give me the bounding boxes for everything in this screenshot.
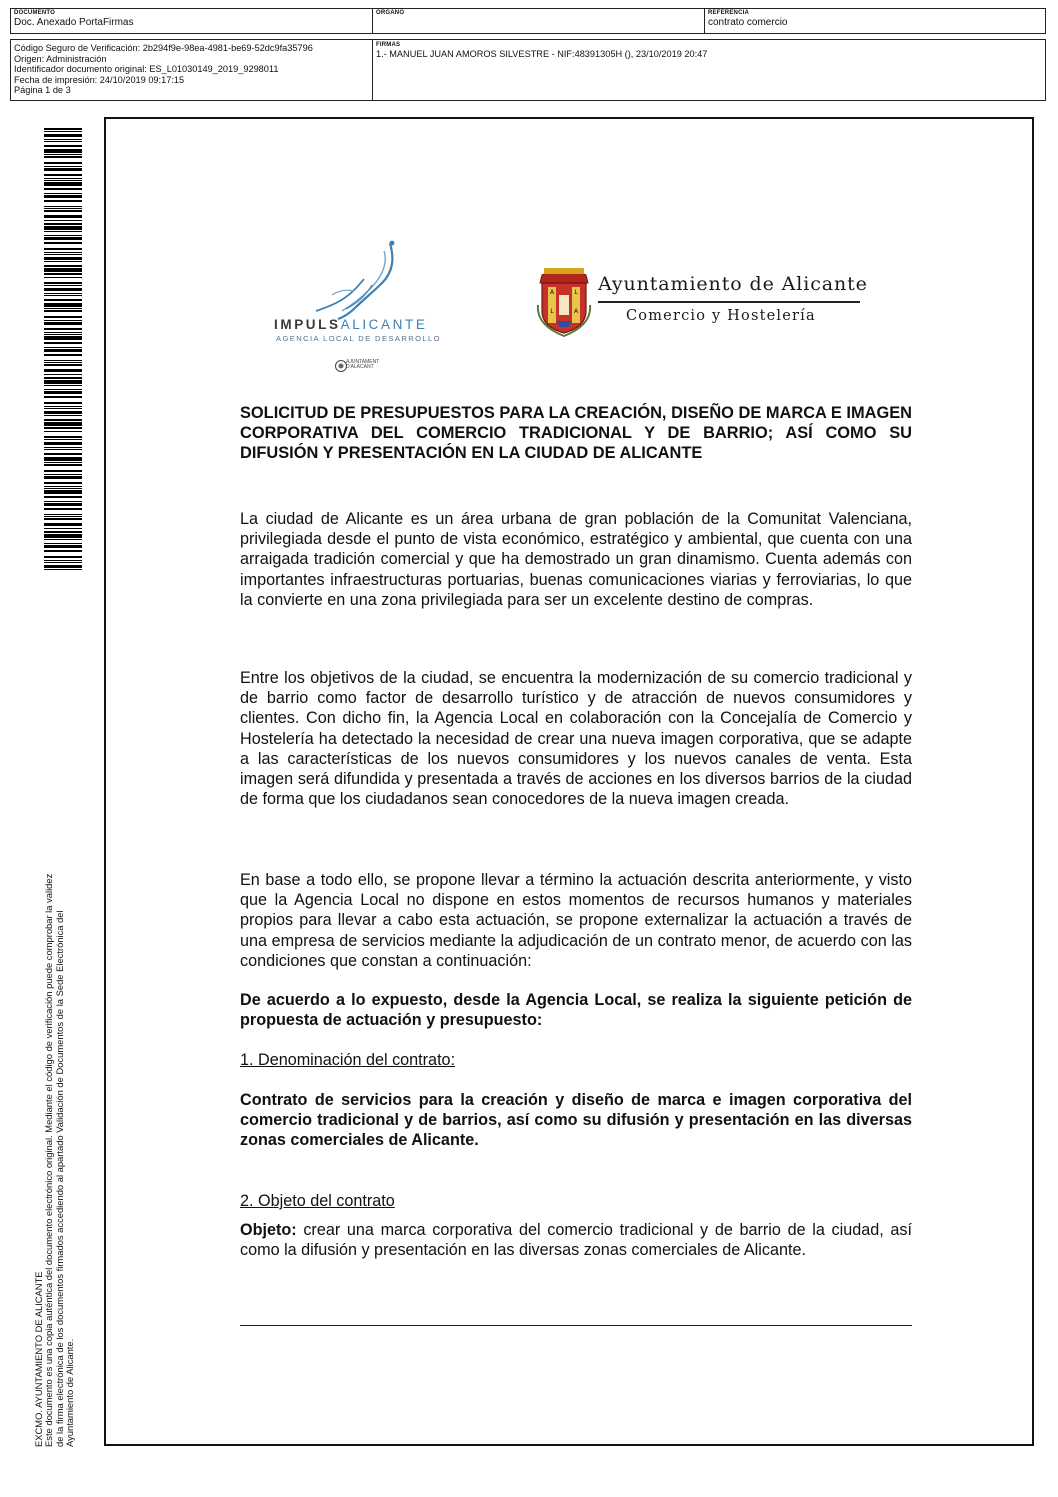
barcode-bar <box>44 257 82 260</box>
barcode-bar <box>44 139 82 140</box>
documento-value: Doc. Anexado PortaFirmas <box>14 17 134 28</box>
barcode-bar <box>44 162 82 164</box>
section-heading-denominacion: 1. Denominación del contrato: <box>240 1051 456 1069</box>
barcode-bar <box>44 310 82 312</box>
barcode-bar <box>44 391 82 394</box>
barcode-bar <box>44 226 82 230</box>
barcode-bar <box>44 336 82 340</box>
footer-rule <box>240 1325 912 1326</box>
alicante-coat-of-arms-icon <box>534 265 594 337</box>
barcode-bar <box>44 496 82 498</box>
barcode-bar <box>44 342 82 344</box>
barcode-bar <box>44 508 82 510</box>
section-heading-objeto: 2. Objeto del contrato <box>240 1192 395 1210</box>
barcode-bar <box>44 174 82 176</box>
barcode-bar <box>44 490 82 494</box>
barcode-bar <box>44 334 82 335</box>
paragraph-intro: La ciudad de Alicante es un área urbana de gran población de la Comunitat Valenciana, privilegiada desde el punto de vista económico, estratégico y ambiental, que cuenta con una arraigada tradición comercial y que ha demostrado un gran dinamismo. Cuenta además con importantes infraestructuras portuarias, buenas comunicaciones viarias y ferroviarias, lo que la convierte en una zona privilegiada para ser un excelente destino de compras. <box>240 510 912 609</box>
barcode-bar <box>44 242 82 244</box>
barcode-bar <box>44 427 82 429</box>
barcode-bar <box>44 402 82 404</box>
barcode-bar <box>44 447 82 448</box>
csv-line[interactable]: Código Seguro de Verificación: 2b294f9e-98ea-4981-be69-52dc9fa35796 <box>14 43 313 53</box>
barcode-bar <box>44 168 82 171</box>
side-line-2: de la firma electrónica de los documentos firmados accediendo al apartado Validación de Documentos de la Sede Electrónica del <box>53 910 65 1447</box>
barcode-bar <box>44 462 82 463</box>
side-line-3: Ayuntamiento de Alicante. <box>64 1338 76 1447</box>
barcode-bar <box>44 436 82 438</box>
barcode-bar <box>44 248 82 250</box>
barcode-bar <box>44 210 82 212</box>
barcode-bar <box>44 188 82 190</box>
coat-letter-1: A <box>549 289 555 296</box>
barcode-bar <box>44 464 82 466</box>
impuls-word-b: ALICANTE <box>340 317 428 332</box>
barcode-bar <box>44 237 82 240</box>
barcode-bar <box>44 134 82 137</box>
barcode-bar <box>44 141 82 142</box>
barcode-bar <box>44 474 82 475</box>
barcode-bar <box>44 295 82 296</box>
barcode-bar <box>44 178 82 179</box>
origin-line: Origen: Administración <box>14 53 107 64</box>
barcode-bar <box>44 550 82 552</box>
referencia-cell <box>705 9 1045 33</box>
barcode-bar <box>44 482 82 484</box>
barcode-bar <box>44 470 82 472</box>
paragraph-denominacion: Contrato de servicios para la creación y diseño de marca e imagen corporativa del comercio tradicional y de barrios, así como su difusión y presentación en las diversas zonas comerciales de Alicante. <box>240 1091 912 1150</box>
barcode-bar <box>44 131 82 132</box>
barcode-bar <box>44 523 82 526</box>
barcode-bar <box>44 208 82 209</box>
barcode-bar <box>44 476 82 479</box>
document-page-frame <box>104 117 1034 1446</box>
barcode-bar <box>44 215 82 218</box>
paragraph-proposal: En base a todo ello, se propone llevar a término la actuación descrita anteriormente, y visto que la Agencia Local no dispone en estos momentos de recursos humanos y materiales propios para llevar a cabo esta actuación, se propone externalizar la actuación a través de una empresa de servicios mediante la adjudicación de un contrato menor, de acuerdo con las condiciones que constan a continuación: <box>240 871 912 970</box>
barcode-bar <box>44 442 82 445</box>
objeto-text: crear una marca corporativa del comercio tradicional y de barrio de la ciudad, así como la difusión y presentación en las diversas zonas comerciales de Alicante. <box>240 1221 912 1260</box>
barcode-bar <box>44 562 82 563</box>
paragraph-objeto <box>240 1220 912 1260</box>
barcode-bar <box>44 385 82 386</box>
barcode-bar <box>44 539 82 540</box>
barcode-bar <box>44 354 82 356</box>
csv-cell <box>11 40 373 100</box>
barcode-bar <box>44 265 82 267</box>
barcode-bar <box>44 389 82 390</box>
barcode-bar <box>44 299 82 301</box>
barcode-bar <box>44 316 82 318</box>
barcode-bar <box>44 543 82 544</box>
objeto-label: Objeto: <box>240 1221 297 1239</box>
barcode-bar <box>44 449 82 450</box>
barcode-bar <box>44 145 82 147</box>
barcode-bar <box>44 182 82 186</box>
barcode-bar <box>44 516 82 517</box>
barcode-bar <box>44 396 82 398</box>
organo-cell <box>373 9 705 33</box>
verification-barcode <box>44 128 82 570</box>
barcode-bar <box>44 518 82 520</box>
barcode-bar <box>44 273 82 275</box>
referencia-label: REFERENCIA <box>708 10 750 16</box>
barcode-bar <box>44 545 82 548</box>
barcode-bar <box>44 377 82 379</box>
barcode-bar <box>44 439 82 440</box>
barcode-bar <box>44 531 82 533</box>
barcode-bar <box>44 362 82 363</box>
barcode-bar <box>44 380 82 384</box>
doc-id-line: Identificador documento original: ES_L01030149_2019_9298011 <box>14 64 279 75</box>
impuls-alicante-logo <box>272 237 452 377</box>
barcode-bar <box>44 457 82 461</box>
barcode-bar <box>44 220 82 221</box>
barcode-bar <box>44 431 82 432</box>
paragraph-request: De acuerdo a lo expuesto, desde la Agencia Local, se realiza la siguiente petición de propuesta de actuación y presupuesto: <box>240 991 912 1030</box>
barcode-bar <box>44 569 82 570</box>
impuls-alicante-wordmark <box>274 317 427 332</box>
barcode-bar <box>44 486 82 487</box>
barcode-bar <box>44 254 82 255</box>
document-title: SOLICITUD DE PRESUPUESTOS PARA LA CREACIÓN, DISEÑO DE MARCA E IMAGEN CORPORATIVA DEL COMERCIO TRADICIONAL Y DE BARRIO; ASÍ COMO SU DIFUSIÓN Y PRESENTACIÓN EN LA CIUDAD DE ALICANTE <box>240 404 912 462</box>
firmas-value: 1.- MANUEL JUAN AMOROS SILVESTRE - NIF:48391305H (), 23/10/2019 20:47 <box>376 49 708 59</box>
barcode-bar <box>44 303 82 307</box>
barcode-bar <box>44 166 82 167</box>
barcode-bar <box>44 277 82 278</box>
side-line-entity: EXCMO. AYUNTAMIENTO DE ALICANTE <box>33 1271 44 1447</box>
barcode-bar <box>44 180 82 181</box>
barcode-bar <box>44 293 82 294</box>
barcode-bar <box>44 406 82 407</box>
barcode-bar <box>44 308 82 309</box>
barcode-bar <box>44 128 82 130</box>
header-row-top <box>10 8 1046 34</box>
barcode-bar <box>44 156 82 158</box>
firmas-label: FIRMAS <box>376 42 401 48</box>
print-date-line: Fecha de impresión: 24/10/2019 09:17:15 <box>14 74 185 85</box>
barcode-bar <box>44 374 82 375</box>
barcode-bar <box>44 285 82 286</box>
barcode-bar <box>44 268 82 272</box>
ayuntamiento-divider <box>598 301 860 303</box>
side-line-1: Este documento es una copia auténtica del documento electrónico original. Mediante el código de verificación puede comprobar la validez <box>43 873 55 1447</box>
header-row-bottom <box>10 39 1046 101</box>
documento-label: DOCUMENTO <box>14 10 56 16</box>
barcode-bar <box>44 501 82 502</box>
barcode-bar <box>44 195 82 198</box>
barcode-bar <box>44 223 82 225</box>
ayuntamiento-subtitle: Comercio y Hostelería <box>626 308 816 324</box>
barcode-bar <box>44 282 82 284</box>
coat-letter-3: L <box>550 308 554 315</box>
barcode-bar <box>44 200 82 202</box>
side-legal-text <box>34 787 76 1447</box>
barcode-bar <box>44 419 82 421</box>
page-count-line: Página 1 de 3 <box>14 85 71 96</box>
barcode-bar <box>44 347 82 348</box>
barcode-bar <box>44 408 82 409</box>
barcode-bar <box>44 349 82 352</box>
small-seal-caption: AJUNTAMENT D'ALACANT <box>346 359 380 371</box>
barcode-bar <box>44 261 82 262</box>
impuls-subtitle: AGENCIA LOCAL DE DESARROLLO <box>276 334 441 343</box>
barcode-bar <box>44 231 82 232</box>
barcode-bar <box>44 422 82 426</box>
barcode-bar <box>44 288 82 291</box>
barcode-bar <box>44 364 82 366</box>
barcode-bar <box>44 534 82 538</box>
barcode-bar <box>44 206 82 207</box>
documento-cell <box>11 9 373 33</box>
barcode-bar <box>44 235 82 236</box>
barcode-bar <box>44 556 82 558</box>
barcode-bar <box>44 411 82 414</box>
barcode-bar <box>44 322 82 325</box>
barcode-bar <box>44 503 82 506</box>
firmas-cell <box>373 40 1045 100</box>
barcode-bar <box>44 453 82 455</box>
barcode-bar <box>44 528 82 529</box>
impuls-word-a: IMPULS <box>274 317 341 332</box>
referencia-value: contrato comercio <box>708 17 788 28</box>
ayuntamiento-title: Ayuntamiento de Alicante <box>598 273 868 295</box>
barcode-bar <box>44 514 82 515</box>
barcode-bar <box>44 415 82 416</box>
paragraph-objectives: Entre los objetivos de la ciudad, se encuentra la modernización de su comercio tradicional y de barrio como factor de desarrollo turístico y de atracción de nuevos consumidores y clientes. Con dicho fin, la Agencia Local en colaboración con la Concejalía de Comercio y Hostelería ha detectado la necesidad de crear una nueva imagen corporativa, que se adapte a las características de los nuevos consumidores y los nuevos canales de venta. Esta imagen será difundida y presentada a través de acciones en los diversos barrios de la ciudad de forma que los ciudadanos sean conocedores de la nueva imagen creada. <box>240 669 912 809</box>
barcode-bar <box>44 154 82 155</box>
barcode-bar <box>44 320 82 321</box>
barcode-bar <box>44 149 82 153</box>
barcode-bar <box>44 560 82 561</box>
barcode-bar <box>44 328 82 330</box>
barcode-bar <box>44 565 82 568</box>
barcode-bar <box>44 369 82 372</box>
barcode-bar <box>44 360 82 361</box>
barcode-bar <box>44 332 82 333</box>
barcode-bar <box>44 193 82 194</box>
coat-letter-2: L <box>574 289 578 296</box>
coat-letter-4: A <box>573 308 579 315</box>
barcode-bar <box>44 488 82 489</box>
barcode-bar <box>44 252 82 253</box>
organo-label: ÓRGANO <box>376 10 405 16</box>
